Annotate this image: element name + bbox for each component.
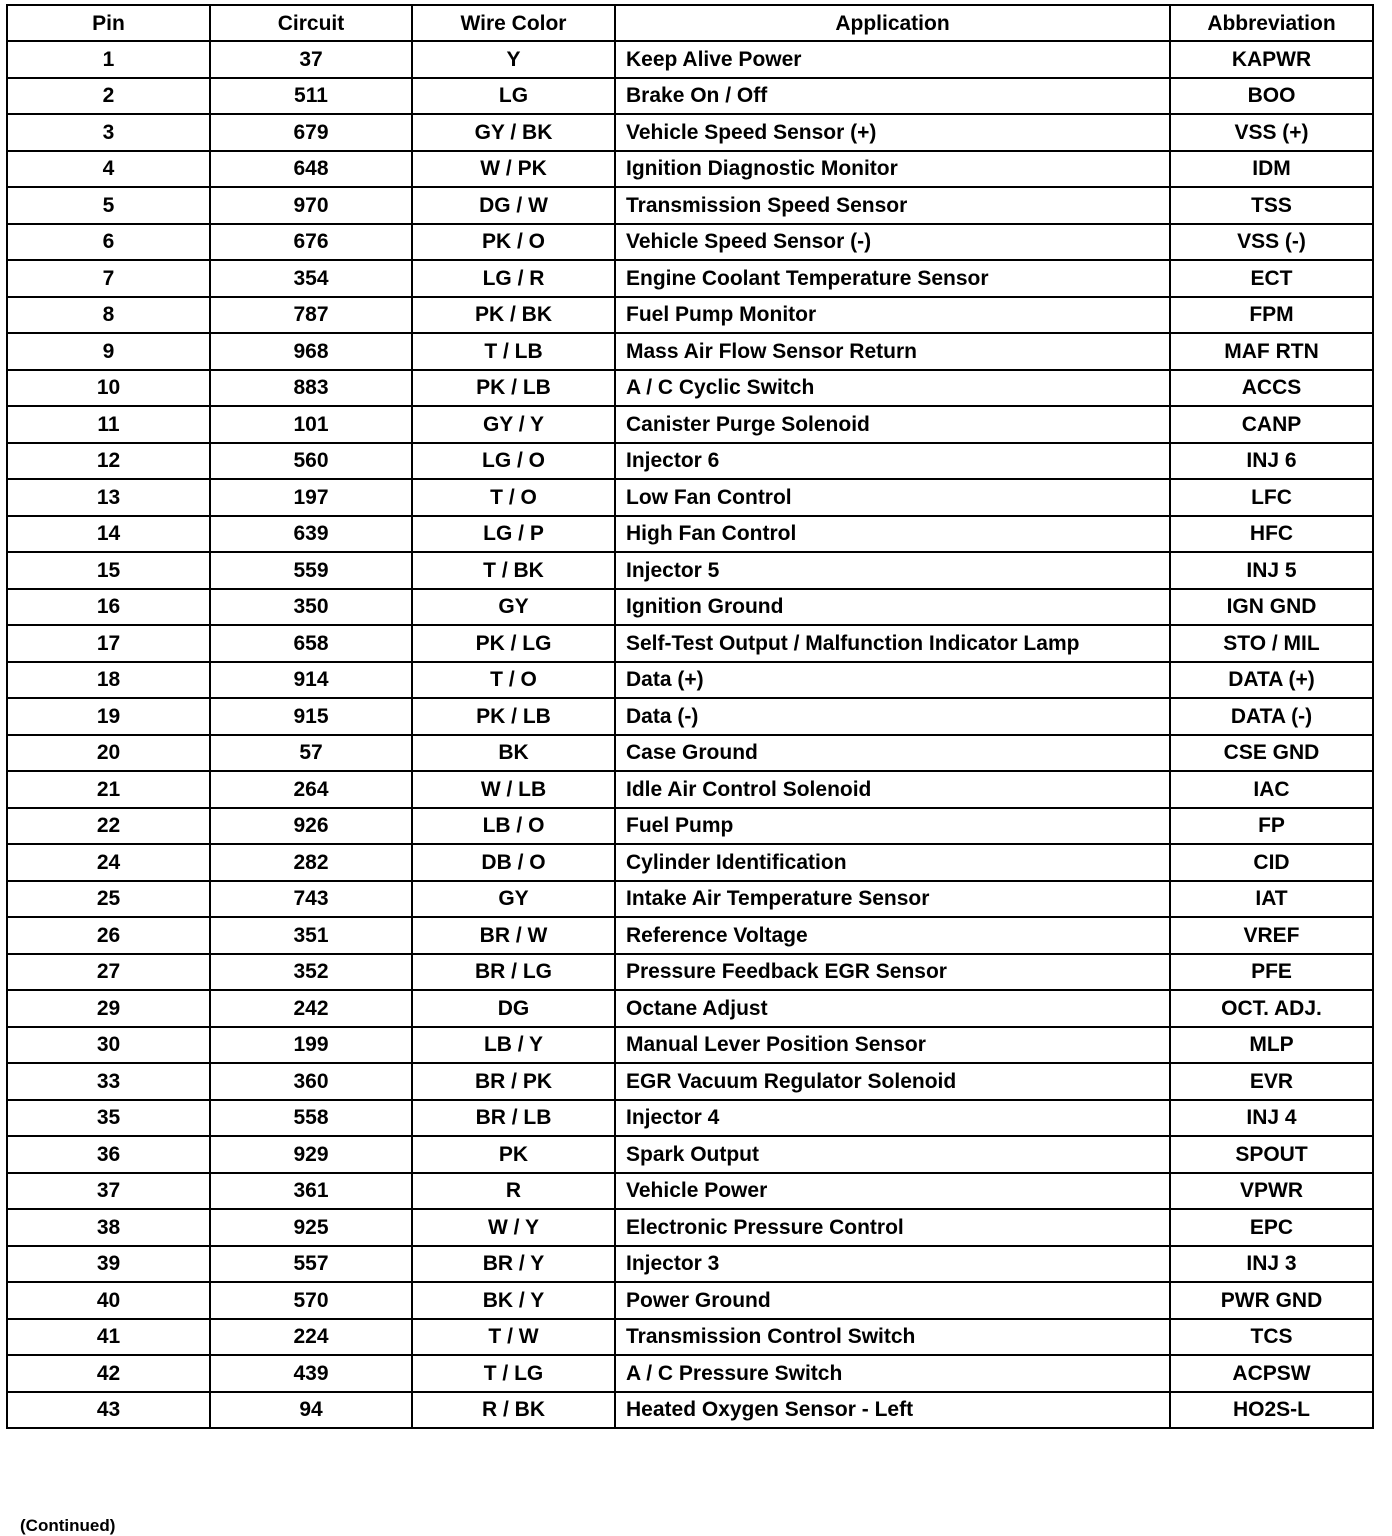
abbreviation-cell: EVR <box>1170 1063 1373 1100</box>
header-row <box>7 5 1373 41</box>
table-row <box>7 1173 1373 1210</box>
abbreviation-cell: CANP <box>1170 406 1373 443</box>
table-row <box>7 844 1373 881</box>
pin-cell: 42 <box>7 1355 210 1392</box>
table-row <box>7 224 1373 261</box>
wire-color-cell: R / BK <box>412 1392 615 1429</box>
pin-cell: 7 <box>7 260 210 297</box>
application-cell: Data (-) <box>615 698 1170 735</box>
circuit-cell: 970 <box>210 187 412 224</box>
circuit-cell: 439 <box>210 1355 412 1392</box>
table-row <box>7 1136 1373 1173</box>
application-cell: Keep Alive Power <box>615 41 1170 78</box>
circuit-cell: 559 <box>210 552 412 589</box>
abbreviation-cell: FPM <box>1170 297 1373 334</box>
circuit-cell: 639 <box>210 516 412 553</box>
pin-cell: 10 <box>7 370 210 407</box>
circuit-cell: 57 <box>210 735 412 772</box>
table-row <box>7 1282 1373 1319</box>
circuit-cell: 676 <box>210 224 412 261</box>
circuit-cell: 648 <box>210 151 412 188</box>
abbreviation-cell: MLP <box>1170 1027 1373 1064</box>
header-application: Application <box>615 5 1170 41</box>
application-cell: Self-Test Output / Malfunction Indicator Lamp <box>615 625 1170 662</box>
pin-cell: 19 <box>7 698 210 735</box>
circuit-cell: 558 <box>210 1100 412 1137</box>
circuit-cell: 679 <box>210 114 412 151</box>
wire-color-cell: PK <box>412 1136 615 1173</box>
application-cell: Injector 6 <box>615 443 1170 480</box>
table-row <box>7 1027 1373 1064</box>
table-row <box>7 151 1373 188</box>
circuit-cell: 511 <box>210 78 412 115</box>
abbreviation-cell: EPC <box>1170 1209 1373 1246</box>
circuit-cell: 242 <box>210 990 412 1027</box>
wire-color-cell: GY <box>412 589 615 626</box>
application-cell: Vehicle Power <box>615 1173 1170 1210</box>
application-cell: Manual Lever Position Sensor <box>615 1027 1170 1064</box>
header-circuit: Circuit <box>210 5 412 41</box>
pin-cell: 15 <box>7 552 210 589</box>
abbreviation-cell: IGN GND <box>1170 589 1373 626</box>
pin-cell: 26 <box>7 917 210 954</box>
table-row <box>7 771 1373 808</box>
abbreviation-cell: VSS (+) <box>1170 114 1373 151</box>
pin-cell: 2 <box>7 78 210 115</box>
table-row <box>7 443 1373 480</box>
application-cell: Canister Purge Solenoid <box>615 406 1170 443</box>
pin-cell: 29 <box>7 990 210 1027</box>
wire-color-cell: GY <box>412 881 615 918</box>
table-row <box>7 333 1373 370</box>
table-row <box>7 881 1373 918</box>
circuit-cell: 350 <box>210 589 412 626</box>
wire-color-cell: BR / Y <box>412 1246 615 1283</box>
wire-color-cell: BK / Y <box>412 1282 615 1319</box>
application-cell: Ignition Diagnostic Monitor <box>615 151 1170 188</box>
table-row <box>7 808 1373 845</box>
abbreviation-cell: INJ 4 <box>1170 1100 1373 1137</box>
wire-color-cell: T / O <box>412 479 615 516</box>
abbreviation-cell: STO / MIL <box>1170 625 1373 662</box>
application-cell: Idle Air Control Solenoid <box>615 771 1170 808</box>
wire-color-cell: GY / BK <box>412 114 615 151</box>
abbreviation-cell: IAT <box>1170 881 1373 918</box>
pin-cell: 17 <box>7 625 210 662</box>
abbreviation-cell: INJ 5 <box>1170 552 1373 589</box>
pin-cell: 25 <box>7 881 210 918</box>
abbreviation-cell: BOO <box>1170 78 1373 115</box>
table-row <box>7 297 1373 334</box>
abbreviation-cell: INJ 6 <box>1170 443 1373 480</box>
pin-cell: 37 <box>7 1173 210 1210</box>
application-cell: Vehicle Speed Sensor (-) <box>615 224 1170 261</box>
wire-color-cell: LG <box>412 78 615 115</box>
table-row <box>7 114 1373 151</box>
pin-cell: 39 <box>7 1246 210 1283</box>
circuit-cell: 101 <box>210 406 412 443</box>
application-cell: Engine Coolant Temperature Sensor <box>615 260 1170 297</box>
application-cell: Cylinder Identification <box>615 844 1170 881</box>
abbreviation-cell: ACPSW <box>1170 1355 1373 1392</box>
pin-cell: 6 <box>7 224 210 261</box>
application-cell: Injector 5 <box>615 552 1170 589</box>
table-row <box>7 662 1373 699</box>
pin-cell: 36 <box>7 1136 210 1173</box>
pin-cell: 3 <box>7 114 210 151</box>
pin-cell: 13 <box>7 479 210 516</box>
table-row <box>7 1100 1373 1137</box>
abbreviation-cell: PFE <box>1170 954 1373 991</box>
pin-cell: 12 <box>7 443 210 480</box>
application-cell: Transmission Speed Sensor <box>615 187 1170 224</box>
pin-cell: 41 <box>7 1319 210 1356</box>
wire-color-cell: PK / LG <box>412 625 615 662</box>
pin-cell: 35 <box>7 1100 210 1137</box>
abbreviation-cell: FP <box>1170 808 1373 845</box>
table-body <box>7 41 1373 1428</box>
pin-cell: 22 <box>7 808 210 845</box>
abbreviation-cell: DATA (-) <box>1170 698 1373 735</box>
table-row <box>7 698 1373 735</box>
wire-color-cell: T / BK <box>412 552 615 589</box>
application-cell: Power Ground <box>615 1282 1170 1319</box>
table-row <box>7 516 1373 553</box>
pin-cell: 33 <box>7 1063 210 1100</box>
application-cell: Octane Adjust <box>615 990 1170 1027</box>
circuit-cell: 94 <box>210 1392 412 1429</box>
circuit-cell: 351 <box>210 917 412 954</box>
table-row <box>7 735 1373 772</box>
pin-cell: 16 <box>7 589 210 626</box>
wire-color-cell: Y <box>412 41 615 78</box>
pin-cell: 14 <box>7 516 210 553</box>
application-cell: Pressure Feedback EGR Sensor <box>615 954 1170 991</box>
circuit-cell: 282 <box>210 844 412 881</box>
application-cell: A / C Pressure Switch <box>615 1355 1170 1392</box>
application-cell: Spark Output <box>615 1136 1170 1173</box>
pin-cell: 30 <box>7 1027 210 1064</box>
abbreviation-cell: DATA (+) <box>1170 662 1373 699</box>
pin-cell: 21 <box>7 771 210 808</box>
abbreviation-cell: INJ 3 <box>1170 1246 1373 1283</box>
wire-color-cell: GY / Y <box>412 406 615 443</box>
abbreviation-cell: HFC <box>1170 516 1373 553</box>
application-cell: Transmission Control Switch <box>615 1319 1170 1356</box>
circuit-cell: 557 <box>210 1246 412 1283</box>
abbreviation-cell: CSE GND <box>1170 735 1373 772</box>
table-row <box>7 1319 1373 1356</box>
abbreviation-cell: VREF <box>1170 917 1373 954</box>
abbreviation-cell: VPWR <box>1170 1173 1373 1210</box>
table-header <box>7 5 1373 41</box>
wire-color-cell: LG / O <box>412 443 615 480</box>
circuit-cell: 197 <box>210 479 412 516</box>
application-cell: Fuel Pump Monitor <box>615 297 1170 334</box>
table-row <box>7 479 1373 516</box>
pin-cell: 8 <box>7 297 210 334</box>
abbreviation-cell: MAF RTN <box>1170 333 1373 370</box>
pin-cell: 24 <box>7 844 210 881</box>
wire-color-cell: DG <box>412 990 615 1027</box>
table-row <box>7 41 1373 78</box>
continued-note: (Continued) <box>20 1516 116 1535</box>
abbreviation-cell: ECT <box>1170 260 1373 297</box>
circuit-cell: 926 <box>210 808 412 845</box>
wire-color-cell: BR / W <box>412 917 615 954</box>
application-cell: Vehicle Speed Sensor (+) <box>615 114 1170 151</box>
pin-cell: 1 <box>7 41 210 78</box>
wire-color-cell: T / W <box>412 1319 615 1356</box>
abbreviation-cell: CID <box>1170 844 1373 881</box>
circuit-cell: 787 <box>210 297 412 334</box>
pin-cell: 38 <box>7 1209 210 1246</box>
abbreviation-cell: IAC <box>1170 771 1373 808</box>
wire-color-cell: BR / LB <box>412 1100 615 1137</box>
circuit-cell: 925 <box>210 1209 412 1246</box>
circuit-cell: 264 <box>210 771 412 808</box>
wire-color-cell: PK / LB <box>412 370 615 407</box>
circuit-cell: 883 <box>210 370 412 407</box>
table-row <box>7 917 1373 954</box>
abbreviation-cell: ACCS <box>1170 370 1373 407</box>
table-row <box>7 1209 1373 1246</box>
abbreviation-cell: TSS <box>1170 187 1373 224</box>
abbreviation-cell: TCS <box>1170 1319 1373 1356</box>
table-row <box>7 187 1373 224</box>
application-cell: Ignition Ground <box>615 589 1170 626</box>
application-cell: Mass Air Flow Sensor Return <box>615 333 1170 370</box>
circuit-cell: 360 <box>210 1063 412 1100</box>
table-row <box>7 954 1373 991</box>
abbreviation-cell: KAPWR <box>1170 41 1373 78</box>
application-cell: Brake On / Off <box>615 78 1170 115</box>
abbreviation-cell: HO2S-L <box>1170 1392 1373 1429</box>
wire-color-cell: LB / Y <box>412 1027 615 1064</box>
pin-cell: 4 <box>7 151 210 188</box>
application-cell: EGR Vacuum Regulator Solenoid <box>615 1063 1170 1100</box>
table-row <box>7 1246 1373 1283</box>
circuit-cell: 352 <box>210 954 412 991</box>
application-cell: Injector 3 <box>615 1246 1170 1283</box>
circuit-cell: 743 <box>210 881 412 918</box>
table-row <box>7 1392 1373 1429</box>
application-cell: Fuel Pump <box>615 808 1170 845</box>
wire-color-cell: T / LB <box>412 333 615 370</box>
abbreviation-cell: OCT. ADJ. <box>1170 990 1373 1027</box>
abbreviation-cell: SPOUT <box>1170 1136 1373 1173</box>
application-cell: Case Ground <box>615 735 1170 772</box>
circuit-cell: 570 <box>210 1282 412 1319</box>
table-row <box>7 260 1373 297</box>
table-row <box>7 625 1373 662</box>
circuit-cell: 929 <box>210 1136 412 1173</box>
abbreviation-cell: LFC <box>1170 479 1373 516</box>
pin-cell: 43 <box>7 1392 210 1429</box>
pin-cell: 5 <box>7 187 210 224</box>
table-row <box>7 589 1373 626</box>
wire-color-cell: LB / O <box>412 808 615 845</box>
table-row <box>7 552 1373 589</box>
wire-color-cell: W / Y <box>412 1209 615 1246</box>
circuit-cell: 915 <box>210 698 412 735</box>
wire-color-cell: DG / W <box>412 187 615 224</box>
pin-assignment-table <box>6 4 1374 1429</box>
wire-color-cell: BK <box>412 735 615 772</box>
table-row <box>7 78 1373 115</box>
application-cell: A / C Cyclic Switch <box>615 370 1170 407</box>
application-cell: Heated Oxygen Sensor - Left <box>615 1392 1170 1429</box>
table-row <box>7 406 1373 443</box>
table-row <box>7 990 1373 1027</box>
circuit-cell: 354 <box>210 260 412 297</box>
pin-cell: 11 <box>7 406 210 443</box>
application-cell: Data (+) <box>615 662 1170 699</box>
circuit-cell: 658 <box>210 625 412 662</box>
circuit-cell: 361 <box>210 1173 412 1210</box>
table-row <box>7 1063 1373 1100</box>
circuit-cell: 560 <box>210 443 412 480</box>
abbreviation-cell: IDM <box>1170 151 1373 188</box>
pin-cell: 18 <box>7 662 210 699</box>
application-cell: Low Fan Control <box>615 479 1170 516</box>
wire-color-cell: R <box>412 1173 615 1210</box>
wire-color-cell: DB / O <box>412 844 615 881</box>
header-abbreviation: Abbreviation <box>1170 5 1373 41</box>
abbreviation-cell: VSS (-) <box>1170 224 1373 261</box>
wire-color-cell: PK / BK <box>412 297 615 334</box>
application-cell: Injector 4 <box>615 1100 1170 1137</box>
circuit-cell: 199 <box>210 1027 412 1064</box>
wire-color-cell: LG / P <box>412 516 615 553</box>
table-row <box>7 370 1373 407</box>
pin-cell: 20 <box>7 735 210 772</box>
wire-color-cell: PK / O <box>412 224 615 261</box>
abbreviation-cell: PWR GND <box>1170 1282 1373 1319</box>
pin-cell: 27 <box>7 954 210 991</box>
header-wire-color: Wire Color <box>412 5 615 41</box>
wire-color-cell: PK / LB <box>412 698 615 735</box>
application-cell: Electronic Pressure Control <box>615 1209 1170 1246</box>
circuit-cell: 37 <box>210 41 412 78</box>
wire-color-cell: W / LB <box>412 771 615 808</box>
application-cell: High Fan Control <box>615 516 1170 553</box>
pin-cell: 9 <box>7 333 210 370</box>
circuit-cell: 914 <box>210 662 412 699</box>
wire-color-cell: T / O <box>412 662 615 699</box>
pin-cell: 40 <box>7 1282 210 1319</box>
application-cell: Intake Air Temperature Sensor <box>615 881 1170 918</box>
circuit-cell: 224 <box>210 1319 412 1356</box>
circuit-cell: 968 <box>210 333 412 370</box>
wire-color-cell: T / LG <box>412 1355 615 1392</box>
wire-color-cell: W / PK <box>412 151 615 188</box>
header-pin: Pin <box>7 5 210 41</box>
wire-color-cell: BR / PK <box>412 1063 615 1100</box>
wire-color-cell: BR / LG <box>412 954 615 991</box>
table-row <box>7 1355 1373 1392</box>
wire-color-cell: LG / R <box>412 260 615 297</box>
application-cell: Reference Voltage <box>615 917 1170 954</box>
